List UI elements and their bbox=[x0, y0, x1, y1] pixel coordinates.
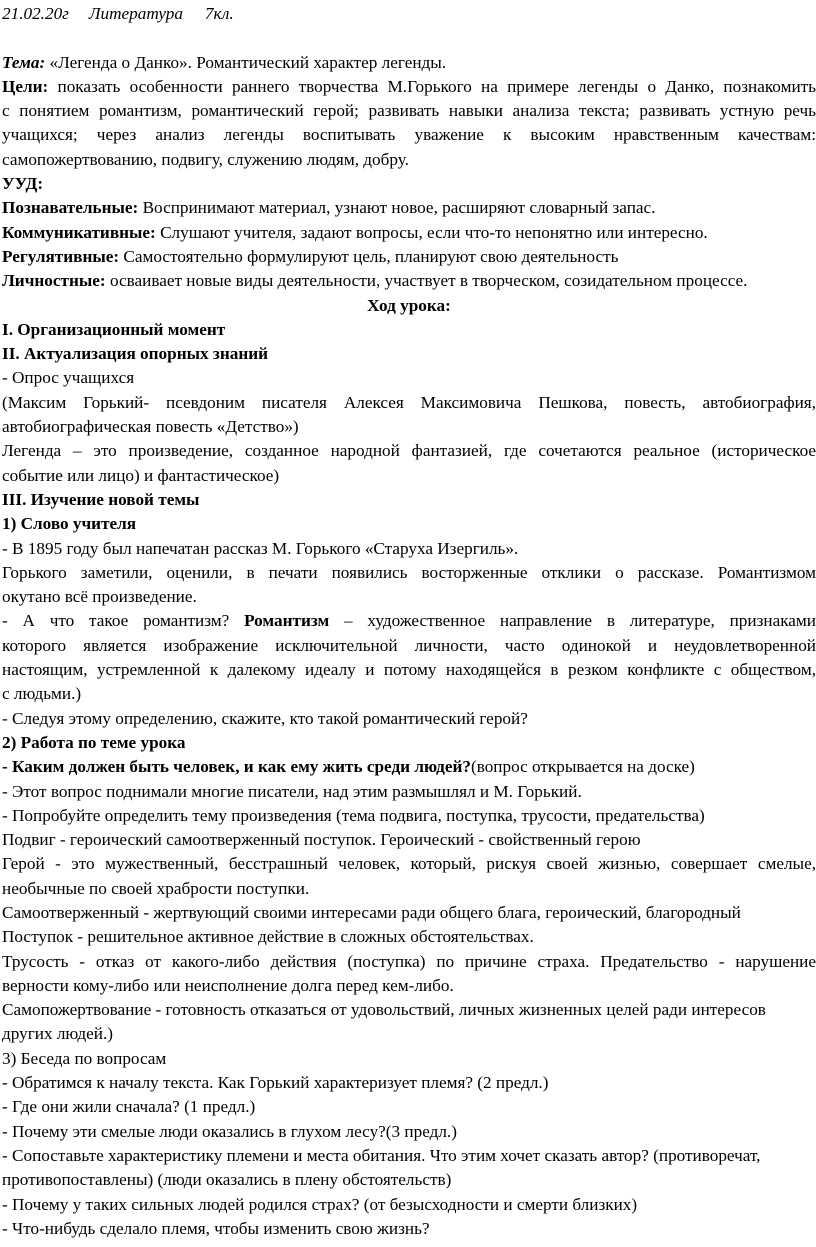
paragraph-line: Легенда – это произведение, созданное народной фантазией, где сочетаются реальное (историческое bbox=[2, 441, 816, 461]
goals-line: учащихся; через анализ легенды воспитывать уважение к высоким нравственным качествам: bbox=[2, 125, 816, 145]
paragraph-line: окутано всё произведение. bbox=[2, 587, 197, 607]
section-heading: I. Организационный момент bbox=[2, 319, 226, 339]
key-question-note: (вопрос открывается на доске) bbox=[470, 757, 695, 777]
romanticism-term: Романтизм bbox=[244, 611, 330, 631]
goals-line bbox=[2, 75, 816, 99]
header-date: 21.02.20г bbox=[2, 4, 69, 23]
section-heading: III. Изучение новой темы bbox=[2, 489, 200, 509]
subsection-heading: 1) Слово учителя bbox=[2, 514, 137, 534]
paragraph-line: Герой - это мужественный, бесстрашный человек, который, рискуя своей жизнью, совершает смелые, bbox=[2, 854, 816, 874]
paragraph-line: событие или лицо) и фантастическое) bbox=[2, 465, 280, 485]
header-grade: 7кл. bbox=[204, 4, 234, 23]
subsection-heading: 3) Беседа по вопросам bbox=[2, 1048, 167, 1068]
topic-line bbox=[2, 51, 816, 75]
uud-item-text: осваивает новые виды деятельности, участвует в творческом, созидательном процессе. bbox=[105, 271, 748, 291]
paragraph-line: других людей.) bbox=[2, 1024, 113, 1044]
paragraph-line: - Опрос учащихся bbox=[2, 368, 135, 388]
uud-item-text: Воспринимают материал, узнают новое, расширяют словарный запас. bbox=[138, 198, 656, 218]
uud-item-label: Личностные: bbox=[2, 271, 106, 291]
paragraph-line: - Что-нибудь сделало племя, чтобы изменить свою жизнь? bbox=[2, 1218, 430, 1238]
uud-item bbox=[2, 269, 816, 293]
spacer bbox=[2, 26, 816, 50]
uud-item bbox=[2, 245, 816, 269]
paragraph-line: верности кому-либо или неисполнение долга перед кем-либо. bbox=[2, 975, 454, 995]
paragraph-line: Самопожертвование - готовность отказаться от удовольствий, личных жизненных целей ради интересов bbox=[2, 1000, 766, 1020]
uud-item-text: Слушают учителя, задают вопросы, если что-то непонятно или интересно. bbox=[155, 222, 708, 242]
paragraph-line: - Почему у таких сильных людей родился страх? (от безысходности и смерти близких) bbox=[2, 1194, 638, 1214]
paragraph-line: Трусость - отказ от какого-либо действия (поступка) по причине страха. Предательство - нарушение bbox=[2, 951, 816, 971]
lesson-title: Ход урока: bbox=[367, 295, 451, 315]
paragraph-line: - Попробуйте определить тему произведения (тема подвига, поступка, трусости, предательства) bbox=[2, 805, 705, 825]
paragraph-line: Горького заметили, оценили, в печати появились восторженные отклики о рассказе. Романтизмом bbox=[2, 562, 816, 582]
uud-item-label: Коммуникативные: bbox=[2, 222, 156, 242]
section-heading: II. Актуализация опорных знаний bbox=[2, 344, 269, 364]
paragraph-line: с людьми.) bbox=[2, 684, 82, 704]
paragraph-line: - В 1895 году был напечатан рассказ М. Горького «Старуха Изергиль». bbox=[2, 538, 519, 558]
paragraph-line: Поступок - решительное активное действие в сложных обстоятельствах. bbox=[2, 927, 534, 947]
uud-title: УУД: bbox=[2, 174, 44, 194]
paragraph-line: автобиографическая повесть «Детство») bbox=[2, 417, 299, 437]
paragraph-line: Самоотверженный - жертвующий своими интересами ради общего блага, героический, благородный bbox=[2, 902, 741, 922]
paragraph-line: - Почему эти смелые люди оказались в глухом лесу?(3 предл.) bbox=[2, 1121, 457, 1141]
paragraph-line: - Где они жили сначала? (1 предл.) bbox=[2, 1097, 256, 1117]
romanticism-question: - А что такое романтизм? bbox=[2, 611, 245, 631]
paragraph-line: противопоставлены) (люди оказались в плену обстоятельств) bbox=[2, 1170, 452, 1190]
paragraph-line: - Обратимся к началу текста. Как Горький характеризует племя? (2 предл.) bbox=[2, 1073, 549, 1093]
uud-item bbox=[2, 196, 816, 220]
romanticism-definition: – художественное направление в литературе, признаками bbox=[329, 611, 816, 631]
subsection-heading: 2) Работа по теме урока bbox=[2, 732, 186, 752]
paragraph-line: - Этот вопрос поднимали многие писатели, над этим размышлял и М. Горький. bbox=[2, 781, 582, 801]
paragraph-line: необычные по своей храбрости поступки. bbox=[2, 878, 310, 898]
uud-item-label: Регулятивные: bbox=[2, 246, 120, 266]
romanticism-line bbox=[2, 609, 816, 633]
paragraph-line: настоящим, устремленной к далекому идеалу и потому находящейся в резком конфликте с обществом, bbox=[2, 660, 816, 680]
goals-text: показать особенности раннего творчества М.Горького на примере легенды о Данко, познакомить bbox=[48, 76, 816, 96]
goals-line: самопожертвованию, подвигу, служению людям, добру. bbox=[2, 149, 409, 169]
topic-label: Тема: bbox=[2, 52, 46, 72]
topic-text: «Легенда о Данко». Романтический характер легенды. bbox=[45, 52, 447, 72]
key-question: - Каким должен быть человек, и как ему жить среди людей? bbox=[2, 757, 471, 777]
uud-item-text: Самостоятельно формулируют цель, планируют свою деятельность bbox=[119, 246, 619, 266]
paragraph-line: которого является изображение исключительной личности, часто одинокой и неудовлетворенной bbox=[2, 635, 816, 655]
key-question-line bbox=[2, 755, 816, 779]
document-header bbox=[2, 0, 816, 26]
uud-item bbox=[2, 221, 816, 245]
goals-line: с понятием романтизм, романтический герой; развивать навыки анализа текста; развивать устную речь bbox=[2, 101, 816, 121]
paragraph-line: - Сопоставьте характеристику племени и места обитания. Что этим хочет сказать автор? (противоречат, bbox=[2, 1145, 761, 1165]
goals-label: Цели: bbox=[2, 76, 49, 96]
paragraph-line: - Следуя этому определению, скажите, кто такой романтический герой? bbox=[2, 708, 528, 728]
paragraph-line: (Максим Горький- псевдоним писателя Алексея Максимовича Пешкова, повесть, автобиография, bbox=[2, 392, 816, 412]
uud-item-label: Познавательные: bbox=[2, 198, 139, 218]
header-subject: Литература bbox=[88, 4, 183, 23]
paragraph-line: Подвиг - героический самоотверженный поступок. Героический - свойственный герою bbox=[2, 830, 641, 850]
